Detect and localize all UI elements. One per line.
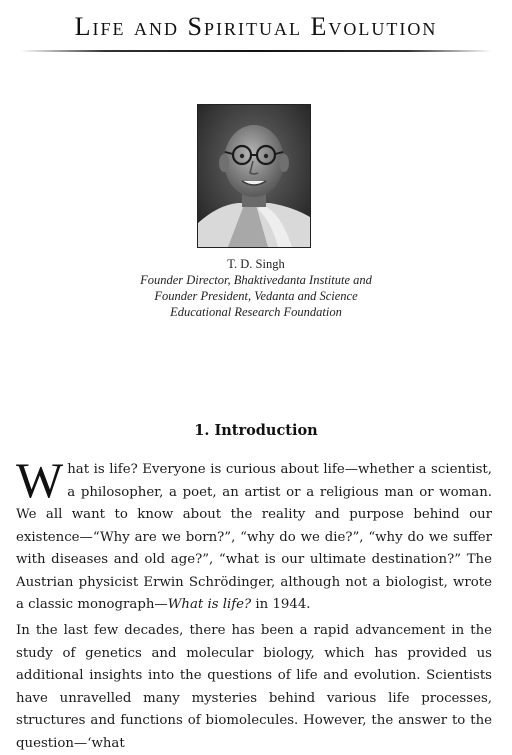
portrait-photo-image [198,105,310,247]
intro-text-b: in 1944. [251,597,311,612]
intro-paragraph [16,452,492,617]
author-portrait [197,104,311,248]
title-divider [20,50,492,52]
author-role-line-2: Founder President, Vedanta and Science [154,289,358,303]
chapter-title: Life and Spiritual Evolution [74,12,438,41]
author-byline [0,256,512,320]
book-title: What is life? [167,597,252,612]
author-role-line-3: Educational Research Foundation [170,305,342,319]
second-paragraph: In the last few decades, there has been a rapid advancement in the study of genetics and molecular biology, which has provided us additional insights into the questions of life and evolution. Scientists have unravelled many mysteries behind various life processes, structures and functions of biomolecules. However, the answer to the question—‘what [16,623,492,751]
intro-text-a: hat is life? Everyone is curious about life—whether a scientist, a philosopher, a poet, an artist or a religious man or woman. We all want to know about the reality and purpose behind our existence—“Why are we born?”, “why do we die?”, “why do we suffer with diseases and old age?”, “what is our ultimate destination?” The Austrian physicist Erwin Schrödinger, although not a biologist, wrote a classic monograph— [16,462,492,612]
section-heading: 1. Introduction [194,422,318,439]
author-name: T. D. Singh [227,257,285,271]
author-role-line-1: Founder Director, Bhaktivedanta Institute and [140,273,372,287]
drop-cap: W [16,452,64,508]
